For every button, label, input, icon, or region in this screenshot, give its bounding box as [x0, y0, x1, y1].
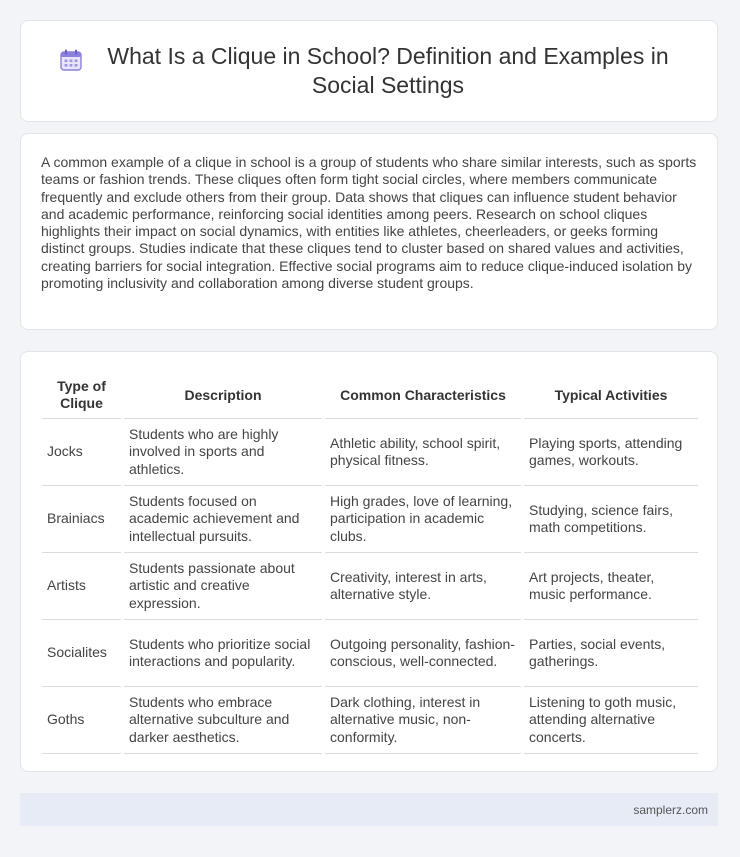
cell-clique-type: Goths	[42, 687, 121, 754]
cell-description: Students passionate about artistic and creative expression.	[124, 553, 322, 620]
cell-activities: Parties, social events, gatherings.	[524, 620, 698, 687]
cell-activities: Studying, science fairs, math competitions.	[524, 486, 698, 553]
column-header-characteristics: Common Characteristics	[325, 372, 521, 419]
column-header-type: Type of Clique	[42, 372, 121, 419]
cell-description: Students who are highly involved in sports and athletics.	[124, 419, 322, 486]
title-wrap	[59, 42, 679, 100]
footer-bar	[20, 793, 718, 826]
cell-clique-type: Artists	[42, 553, 121, 620]
header-card	[20, 20, 718, 122]
column-header-activities: Typical Activities	[524, 372, 698, 419]
table-card	[20, 351, 718, 772]
calendar-icon	[59, 48, 83, 72]
page-title: What Is a Clique in School? Definition and Examples in Social Settings	[107, 43, 669, 98]
table-row	[42, 687, 698, 754]
cell-characteristics: Outgoing personality, fashion-conscious, well-connected.	[325, 620, 521, 687]
column-header-description: Description	[124, 372, 322, 419]
table-header-row	[42, 372, 698, 419]
cell-clique-type: Jocks	[42, 419, 121, 486]
cell-activities: Listening to goth music, attending alternative concerts.	[524, 687, 698, 754]
cell-description: Students focused on academic achievement and intellectual pursuits.	[124, 486, 322, 553]
cell-activities: Playing sports, attending games, workouts.	[524, 419, 698, 486]
cell-description: Students who embrace alternative subculture and darker aesthetics.	[124, 687, 322, 754]
cell-characteristics: High grades, love of learning, participation in academic clubs.	[325, 486, 521, 553]
table-row	[42, 486, 698, 553]
cell-characteristics: Creativity, interest in arts, alternative style.	[325, 553, 521, 620]
clique-table	[39, 372, 701, 754]
intro-card	[20, 133, 718, 330]
table-row	[42, 620, 698, 687]
table-row	[42, 553, 698, 620]
cell-activities: Art projects, theater, music performance.	[524, 553, 698, 620]
cell-clique-type: Brainiacs	[42, 486, 121, 553]
cell-characteristics: Dark clothing, interest in alternative music, non-conformity.	[325, 687, 521, 754]
intro-paragraph: A common example of a clique in school is a group of students who share similar interests, such as sports teams or fashion trends. These cliques often form tight social circles, where members communicate frequently and exclude others from their group. Data shows that cliques can influence student behavior and academic performance, reinforcing social identities among peers. Research on school cliques highlights their impact on social dynamics, with entities like athletes, cheerleaders, or geeks forming distinct groups. Studies indicate that these cliques tend to cluster based on shared values and activities, creating barriers for social integration. Effective social programs aim to reduce clique-induced isolation by promoting inclusivity and collaboration among diverse student groups.	[41, 154, 697, 292]
cell-clique-type: Socialites	[42, 620, 121, 687]
cell-description: Students who prioritize social interactions and popularity.	[124, 620, 322, 687]
table-row	[42, 419, 698, 486]
footer-site-link[interactable]: samplerz.com	[633, 802, 708, 817]
cell-characteristics: Athletic ability, school spirit, physical fitness.	[325, 419, 521, 486]
